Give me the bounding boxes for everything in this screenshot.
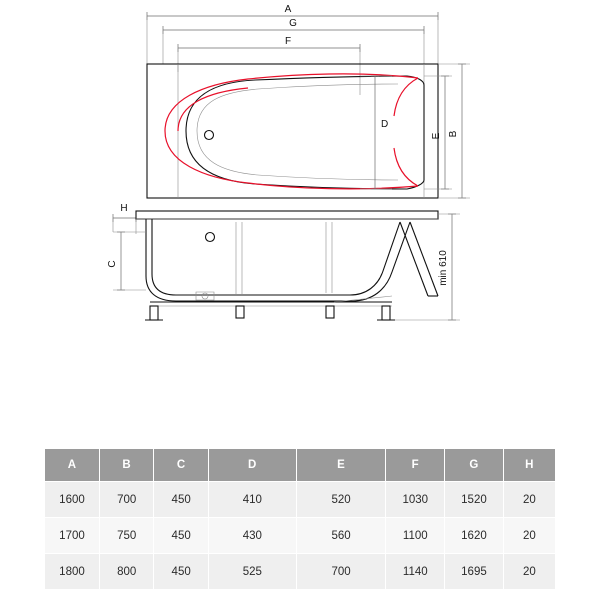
- dimension-label-c: C: [107, 260, 118, 268]
- table-header-h: H: [503, 449, 555, 482]
- dimension-g: [163, 18, 424, 64]
- cell-a: 1700: [45, 518, 100, 554]
- dimension-label-b: B: [448, 130, 459, 138]
- table-header-d: D: [208, 449, 296, 482]
- cell-e: 560: [296, 518, 386, 554]
- table-row: [45, 554, 556, 590]
- dimension-label-g: G: [289, 18, 297, 29]
- tub-support-frame: [145, 296, 395, 320]
- tub-basin-outline: [186, 76, 424, 189]
- cell-g: 1695: [445, 554, 504, 590]
- table-header-a: A: [45, 449, 100, 482]
- cell-c: 450: [154, 518, 208, 554]
- table-header-b: B: [99, 449, 153, 482]
- cell-d: 410: [208, 482, 296, 518]
- cell-f: 1100: [386, 518, 445, 554]
- cell-c: 450: [154, 554, 208, 590]
- cell-d: 525: [208, 554, 296, 590]
- dimension-h: [113, 203, 136, 234]
- dimension-label-d: D: [381, 119, 389, 130]
- cell-h: 20: [503, 482, 555, 518]
- dimension-label-a: A: [284, 4, 292, 15]
- dimension-table: [44, 448, 556, 590]
- dimension-b: [438, 64, 470, 198]
- tub-front-outline: [146, 219, 438, 301]
- cell-h: 20: [503, 518, 555, 554]
- cell-e: 700: [296, 554, 386, 590]
- dimension-f: [178, 36, 360, 95]
- dimension-c: [107, 232, 146, 290]
- drain-hole: [205, 131, 214, 140]
- table-row: [45, 482, 556, 518]
- cell-b: 700: [99, 482, 153, 518]
- table-header-row: [45, 449, 556, 482]
- dimension-label-f: F: [284, 36, 292, 47]
- dimension-label-e: E: [431, 132, 442, 140]
- table-header-f: F: [386, 449, 445, 482]
- dimension-label-h: H: [120, 203, 128, 214]
- table-header-c: C: [154, 449, 208, 482]
- cell-a: 1800: [45, 554, 100, 590]
- dimension-label-min-610: min 610: [438, 250, 449, 286]
- cell-f: 1140: [386, 554, 445, 590]
- cell-e: 520: [296, 482, 386, 518]
- cell-h: 20: [503, 554, 555, 590]
- cell-f: 1030: [386, 482, 445, 518]
- cell-g: 1620: [445, 518, 504, 554]
- cell-c: 450: [154, 482, 208, 518]
- table-row: [45, 518, 556, 554]
- tub-front-rim: [136, 211, 438, 219]
- cell-a: 1600: [45, 482, 100, 518]
- cell-g: 1520: [445, 482, 504, 518]
- accent-contour: [165, 74, 418, 189]
- table-header-e: E: [296, 449, 386, 482]
- cell-d: 430: [208, 518, 296, 554]
- cell-b: 750: [99, 518, 153, 554]
- table-header-g: G: [445, 449, 504, 482]
- dimension-d: [360, 76, 392, 189]
- dimension-a: [147, 4, 438, 64]
- overflow-hole: [206, 233, 215, 242]
- cell-b: 800: [99, 554, 153, 590]
